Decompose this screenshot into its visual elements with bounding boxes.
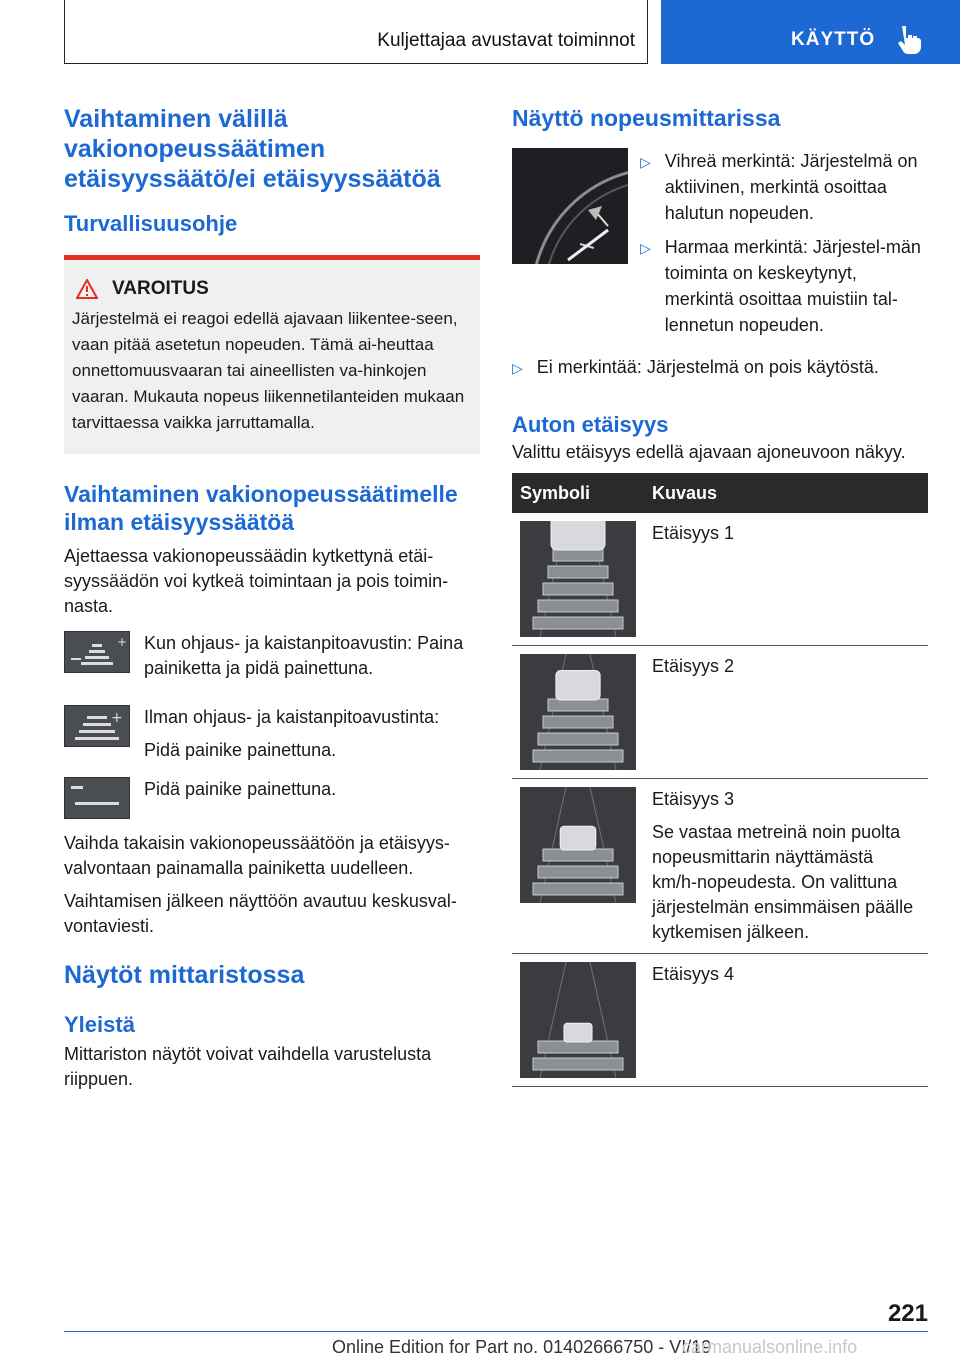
symbol-cell xyxy=(512,646,644,779)
distance-description: Se vastaa metreinä noin puolta nopeusmittarin näyttämästä km/h-nopeudesta. On valittuna järjestelmän ensimmäisen päälle kytkemisen jälkeen. xyxy=(652,822,914,942)
left-column xyxy=(64,104,480,1092)
description-cell xyxy=(644,779,928,954)
bullet-triangle-icon: ▷ xyxy=(512,360,523,376)
bullet-no-marker: ▷ Ei merkintää: Järjestelmä on pois käytöstä. xyxy=(512,354,928,381)
pointing-hand-icon xyxy=(897,24,923,54)
speedometer-section xyxy=(512,148,928,338)
paragraph-switch: Ajettaessa vakionopeussäädin kytkettynä etäi-syyssäädön voi kytkeä toimintaan ja pois toimin-nasta. xyxy=(64,546,449,616)
page-number: 221 xyxy=(887,1300,928,1327)
speedometer-image xyxy=(512,148,628,264)
description-cell xyxy=(644,954,928,1087)
symbol-cell xyxy=(512,513,644,646)
symbol-cell xyxy=(512,779,644,954)
table-row xyxy=(512,954,928,1087)
col-symbol: Symboli xyxy=(512,473,644,513)
button-instruction-2 xyxy=(64,705,480,763)
paragraph-after-switch: Vaihtamisen jälkeen näyttöön avautuu keskusval-vontaviesti. xyxy=(64,891,457,936)
svg-text:+: + xyxy=(111,710,123,726)
distance-button-icon-2 xyxy=(64,705,130,747)
bullet-grey-marker: ▷ Harmaa merkintä: Järjestel-män toiminta on keskeytynyt, merkintä osoittaa muistiin tal-lennetun nopeuden. xyxy=(640,234,928,338)
svg-text:+: + xyxy=(117,635,128,649)
warning-text: Järjestelmä ei reagoi edellä ajavaan liikentee-seen, vaan pitää asetetun nopeuden. Tämä ai-heuttaa onnettomuusvaaran tai aineellisten va-hinkojen vaaran. Mukauta nopeus liikennetilanteiden mukaan tarvittaessa vaikka jarruttamalla. xyxy=(72,309,465,432)
warning-title-text: VAROITUS xyxy=(112,278,209,299)
footer-divider xyxy=(64,1331,928,1332)
bullet-triangle-icon: ▷ xyxy=(640,240,651,256)
distance-table xyxy=(512,473,928,1087)
warning-triangle-icon xyxy=(76,279,98,299)
bullet-triangle-icon: ▷ xyxy=(640,154,651,170)
table-row xyxy=(512,513,928,646)
distance-label: Etäisyys 3 xyxy=(652,789,735,809)
heading-instrument-displays: Näytöt mittaristossa xyxy=(64,961,305,989)
distance-bars-icon xyxy=(520,787,636,903)
edition-text: Online Edition for Part no. 01402666750 - VI/19 xyxy=(332,1337,712,1357)
button-instruction-2b-text: Pidä painike painettuna. xyxy=(144,740,337,760)
paragraph-switch-back: Vaihda takaisin vakionopeussäätöön ja etäisyys-valvontaan painamalla painiketta uudelleen. xyxy=(64,833,450,878)
col-description: Kuvaus xyxy=(644,473,928,513)
distance-label: Etäisyys 1 xyxy=(652,523,735,543)
distance-label: Etäisyys 4 xyxy=(652,964,735,984)
description-cell xyxy=(644,513,928,646)
paragraph-distance: Valittu etäisyys edellä ajavaan ajoneuvoon näkyy. xyxy=(512,442,906,462)
warning-box xyxy=(64,255,480,454)
table-row xyxy=(512,646,928,779)
heading-general: Yleistä xyxy=(64,1012,135,1037)
header-title: Kuljettajaa avustavat toiminnot xyxy=(377,30,635,51)
paragraph-general: Mittariston näytöt voivat vaihdella varustelusta riippuen. xyxy=(64,1044,432,1089)
button-instruction-1 xyxy=(64,631,480,681)
description-cell xyxy=(644,646,928,779)
right-column xyxy=(512,104,928,1087)
symbol-cell xyxy=(512,954,644,1087)
subheading-switch-without-distance: Vaihtaminen vakionopeussäätimelle ilman etäisyyssäätöä xyxy=(64,481,458,535)
button-instruction-2a-text: Ilman ohjaus- ja kaistanpitoavustinta: xyxy=(144,707,440,727)
bullet-green-marker: ▷ Vihreä merkintä: Järjestelmä on aktiivinen, merkintä osoittaa halutun nopeuden. xyxy=(640,148,928,226)
safety-heading: Turvallisuusohje xyxy=(64,211,238,236)
watermark-text: carmanualsonline.info xyxy=(682,1337,858,1357)
distance-label: Etäisyys 2 xyxy=(652,656,735,676)
section-label: KÄYTTÖ xyxy=(791,29,876,50)
distance-button-icon xyxy=(64,631,130,673)
distance-bars-icon xyxy=(520,521,636,637)
heading-vehicle-distance: Auton etäisyys xyxy=(512,412,669,437)
button-instruction-3-text: Pidä painike painettuna. xyxy=(144,779,337,799)
heading-speedometer-display: Näyttö nopeusmittarissa xyxy=(512,105,781,131)
warning-title xyxy=(76,278,472,300)
cruise-button-icon xyxy=(64,777,130,819)
distance-bars-icon xyxy=(520,962,636,1078)
header-section-tab xyxy=(661,0,960,64)
distance-bars-icon xyxy=(520,654,636,770)
header-title-box xyxy=(64,0,648,64)
button-instruction-3 xyxy=(64,777,480,819)
button-instruction-1-text: Kun ohjaus- ja kaistanpitoavustin: Paina painiketta ja pidä painettuna. xyxy=(144,633,464,678)
section-heading-switch: Vaihtaminen välillä vakionopeussäätimen etäisyyssäätö/ei etäisyyssäätöä xyxy=(64,105,441,193)
table-row xyxy=(512,779,928,954)
